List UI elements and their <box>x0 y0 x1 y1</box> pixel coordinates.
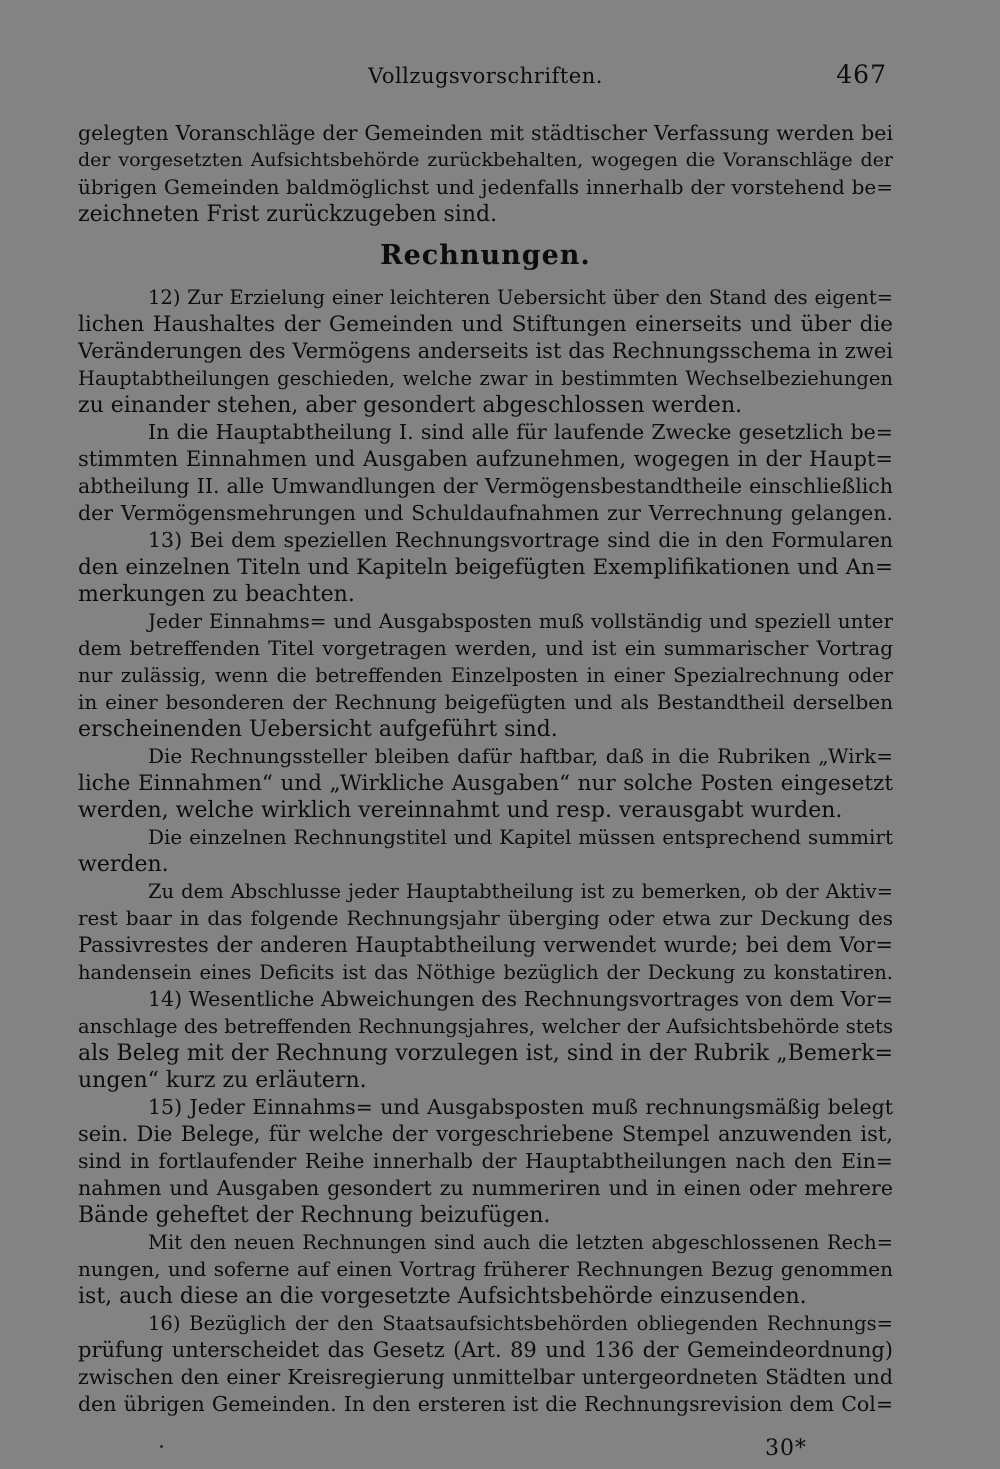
text-line: 13) Bei dem speziellen Rechnungsvortrage sind die in den Formularen <box>148 528 893 552</box>
page-header <box>78 60 893 100</box>
text-line: 12) Zur Erzielung einer leichteren Uebersicht über den Stand des eigent= <box>148 286 893 309</box>
text-line: zwischen den einer Kreisregierung unmittelbar untergeordneten Städten und <box>78 1365 893 1389</box>
text-line: gelegten Voranschläge der Gemeinden mit städtischer Verfassung werden bei <box>78 121 893 145</box>
text-line: Jeder Einnahms= und Ausgabsposten muß vollständig und speziell unter <box>148 609 893 633</box>
text-line: In die Hauptabtheilung I. sind alle für laufende Zwecke gesetzlich be= <box>148 420 893 444</box>
text-line: Die einzelnen Rechnungstitel und Kapitel müssen entsprechend summirt <box>148 825 893 849</box>
page-number: 467 <box>836 60 887 89</box>
text-line: 15) Jeder Einnahms= und Ausgabsposten muß rechnungsmäßig belegt <box>148 1095 893 1119</box>
text-line: nahmen und Ausgaben gesondert zu nummeriren und in einen oder mehrere <box>78 1176 893 1200</box>
text-line: erscheinenden Uebersicht aufgeführt sind. <box>78 717 558 742</box>
text-line: prüfung unterscheidet das Gesetz (Art. 89 und 136 der Gemeindeordnung) <box>78 1338 893 1362</box>
text-line: merkungen zu beachten. <box>78 582 355 607</box>
text-line: handensein eines Deficits ist das Nöthige bezüglich der Deckung zu konstatiren. <box>78 961 893 984</box>
text-line: anschlage des betreffenden Rechnungsjahres, welcher der Aufsichtsbehörde stets <box>78 1015 893 1038</box>
text-line: der vorgesetzten Aufsichtsbehörde zurückbehalten, wogegen die Voranschläge der <box>78 149 893 171</box>
page-body <box>78 120 893 1418</box>
text-line: werden. <box>78 852 169 877</box>
text-line: werden, welche wirklich vereinnahmt und resp. verausgabt wurden. <box>78 798 843 823</box>
text-line: Zu dem Abschlusse jeder Hauptabtheilung ist zu bemerken, ob der Aktiv= <box>148 880 893 903</box>
text-line: den einzelnen Titeln und Kapiteln beigefügten Exemplifikationen und An= <box>78 555 893 580</box>
text-line: zu einander stehen, aber gesondert abgeschlossen werden. <box>78 393 743 418</box>
text-line: der Vermögensmehrungen und Schuldaufnahmen zur Verrechnung gelangen. <box>78 501 893 525</box>
text-line: abtheilung II. alle Umwandlungen der Vermögensbestandtheile einschließlich <box>78 474 893 498</box>
text-line: sind in fortlaufender Reihe innerhalb der Hauptabtheilungen nach den Ein= <box>78 1149 893 1173</box>
text-line: stimmten Einnahmen und Ausgaben aufzunehmen, wogegen in der Haupt= <box>78 447 893 471</box>
text-line: Passivrestes der anderen Hauptabtheilung verwendet wurde; bei dem Vor= <box>78 933 893 957</box>
text-line: ungen“ kurz zu erläutern. <box>78 1068 367 1093</box>
text-line: nur zulässig, wenn die betreffenden Einzelposten in einer Spezialrechnung oder <box>78 664 893 687</box>
text-line: Die Rechnungssteller bleiben dafür haftbar, daß in die Rubriken „Wirk= <box>148 744 893 768</box>
text-line: Hauptabtheilungen geschieden, welche zwar in bestimmten Wechselbeziehungen <box>78 367 893 390</box>
text-line: 16) Bezüglich der den Staatsaufsichtsbehörden obliegenden Rechnungs= <box>148 1312 893 1335</box>
text-line: dem betreffenden Titel vorgetragen werden, und ist ein summarischer Vortrag <box>78 636 893 660</box>
running-head: Vollzugsvorschriften. <box>368 64 603 88</box>
text-line: ist, auch diese an die vorgesetzte Aufsichtsbehörde einzusenden. <box>78 1284 807 1309</box>
text-line: rest baar in das folgende Rechnungsjahr überging oder etwa zur Deckung des <box>78 906 893 930</box>
print-speck <box>160 1445 163 1448</box>
text-line: sein. Die Belege, für welche der vorgeschriebene Stempel anzuwenden ist, <box>78 1122 893 1146</box>
signature-mark: 30* <box>765 1436 807 1461</box>
text-line: übrigen Gemeinden baldmöglichst und jedenfalls innerhalb der vorstehend be= <box>78 175 893 199</box>
text-line: nungen, und soferne auf einen Vortrag früherer Rechnungen Bezug genommen <box>78 1257 893 1281</box>
text-line: Veränderungen des Vermögens anderseits ist das Rechnungsschema in zwei <box>78 339 893 363</box>
text-line: Bände geheftet der Rechnung beizufügen. <box>78 1203 551 1228</box>
text-line: in einer besonderen der Rechnung beigefügten und als Bestandtheil derselben <box>78 690 893 714</box>
text-line: als Beleg mit der Rechnung vorzulegen ist, sind in der Rubrik „Bemerk= <box>78 1041 893 1066</box>
section-heading: Rechnungen. <box>380 240 591 271</box>
text-line: 14) Wesentliche Abweichungen des Rechnungsvortrages von dem Vor= <box>148 987 893 1011</box>
text-line: lichen Haushaltes der Gemeinden und Stiftungen einerseits und über die <box>78 312 893 337</box>
text-line: liche Einnahmen“ und „Wirkliche Ausgaben“ nur solche Posten eingesetzt <box>78 771 893 796</box>
text-line: den übrigen Gemeinden. In den ersteren ist die Rechnungsrevision dem Col= <box>78 1392 893 1416</box>
text-line: zeichneten Frist zurückzugeben sind. <box>78 202 498 227</box>
text-line: Mit den neuen Rechnungen sind auch die letzten abgeschlossenen Rech= <box>148 1231 893 1254</box>
